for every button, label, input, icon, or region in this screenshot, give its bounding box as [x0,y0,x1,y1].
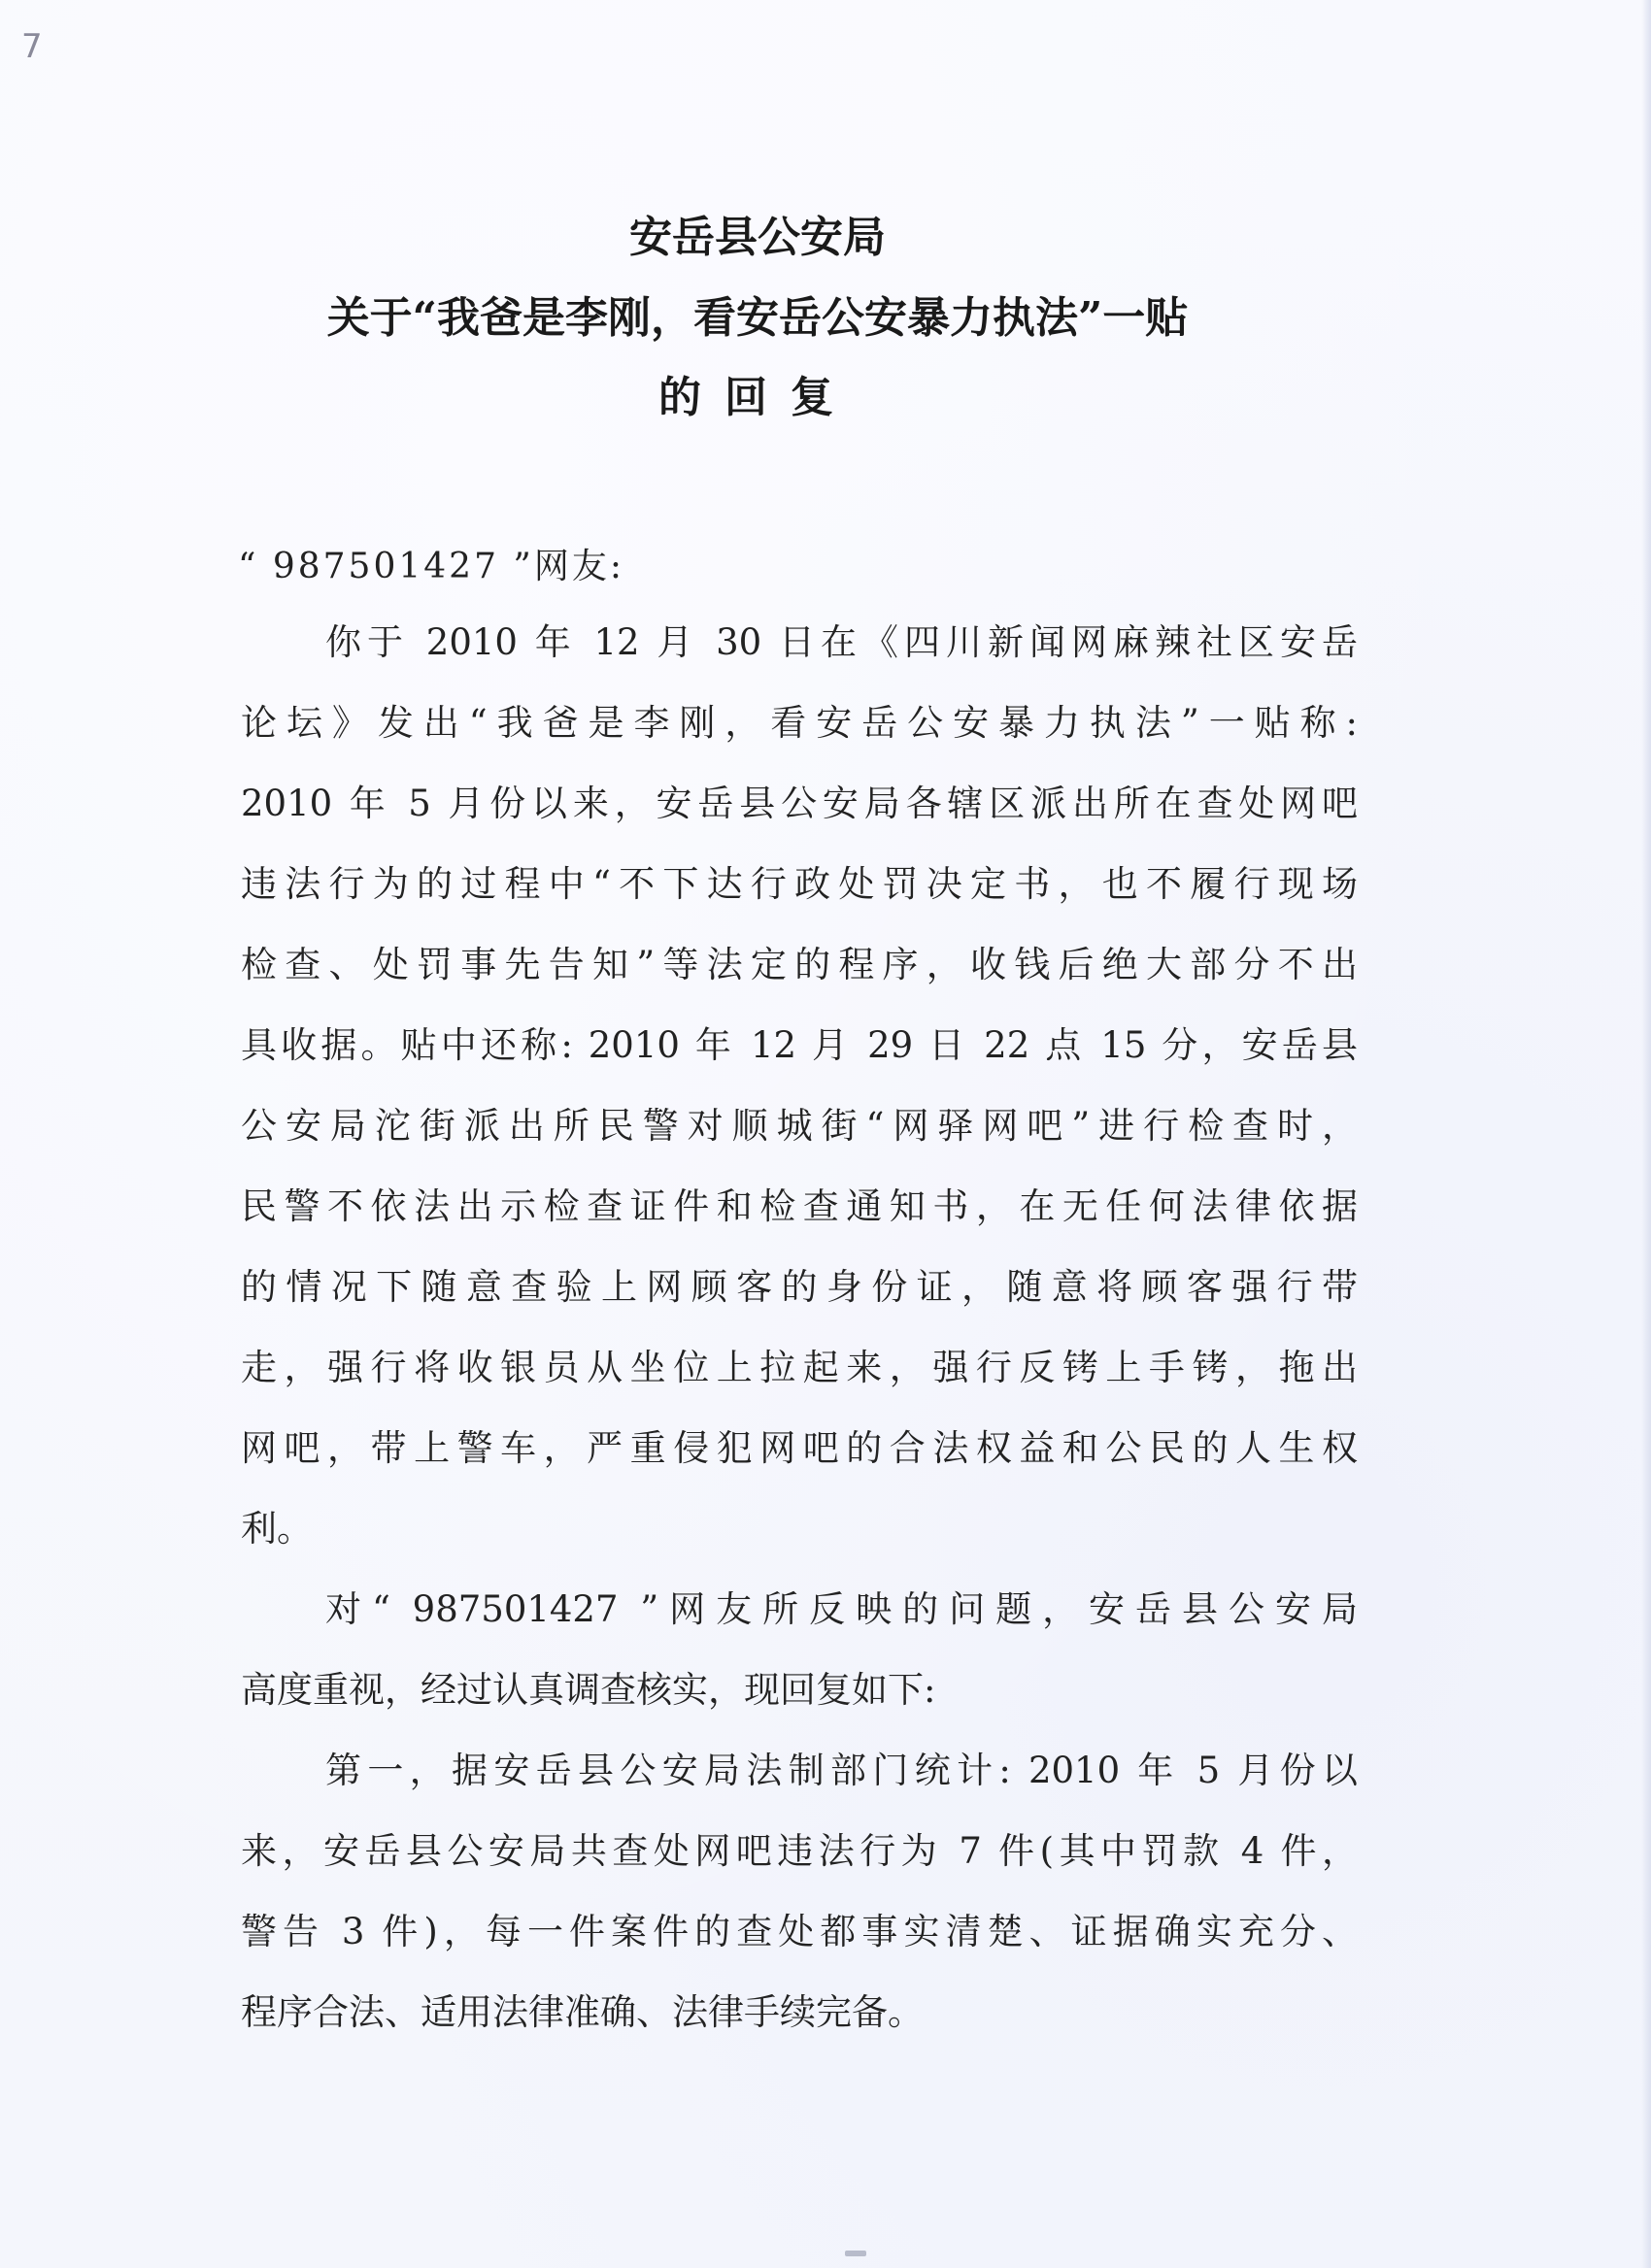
body-line: 程序合法、适用法律准确、法律手续完备。 [241,1991,924,2033]
body-line: 的情况下随意查验上网顾客的身份证，随意将顾客强行带 [241,1266,1358,1308]
body-line: 公安局沱街派出所民警对顺城街“网驿网吧”进行检查时， [241,1105,1358,1147]
body-line: 走，强行将收银员从坐位上拉起来，强行反铐上手铐，拖出 [241,1347,1358,1388]
body-line: 违法行为的过程中“不下达行政处罚决定书，也不履行现场 [241,863,1358,905]
scan-edge-shadow [1641,0,1651,2268]
body-line: 论坛》发出“我爸是李刚，看安岳公安暴力执法”一贴称: [241,702,1358,744]
body-line: 高度重视，经过认真调查核实，现回复如下: [241,1669,936,1711]
body-line: 网吧，带上警车，严重侵犯网吧的合法权益和公民的人生权 [241,1427,1358,1469]
body-line: 第一，据安岳县公安局法制部门统计: 2010 年 5 月份以 [325,1750,1358,1791]
body-line: 警告 3 件)，每一件案件的查处都事实清楚、证据确实充分、 [241,1911,1358,1952]
title-line-3: 的回复 [658,373,857,422]
corner-page-mark: 7 [21,27,43,66]
title-line-2: 关于“我爸是李刚，看安岳公安暴力执法”一贴 [326,293,1189,343]
body-line: 检查、处罚事先告知”等法定的程序，收钱后绝大部分不出 [241,944,1358,985]
body-line: 具收据。贴中还称: 2010 年 12 月 29 日 22 点 15 分，安岳县 [241,1024,1358,1066]
body-line: 利。 [241,1508,313,1550]
body-line: 2010 年 5 月份以来，安岳县公安局各辖区派出所在查处网吧 [241,783,1358,824]
scan-speck [845,2251,866,2256]
body-line: 来，安岳县公安局共查处网吧违法行为 7 件(其中罚款 4 件， [241,1830,1358,1872]
title-line-1: 安岳县公安局 [629,213,886,262]
body-line: 民警不依法出示检查证件和检查通知书，在无任何法律依据 [241,1185,1358,1227]
salutation: “ 987501427 ”网友: [238,547,624,586]
body-line: 你于 2010 年 12 月 30 日在《四川新闻网麻辣社区安岳 [325,621,1358,663]
body-line: 对“ 987501427 ”网友所反映的问题，安岳县公安局 [325,1588,1358,1630]
